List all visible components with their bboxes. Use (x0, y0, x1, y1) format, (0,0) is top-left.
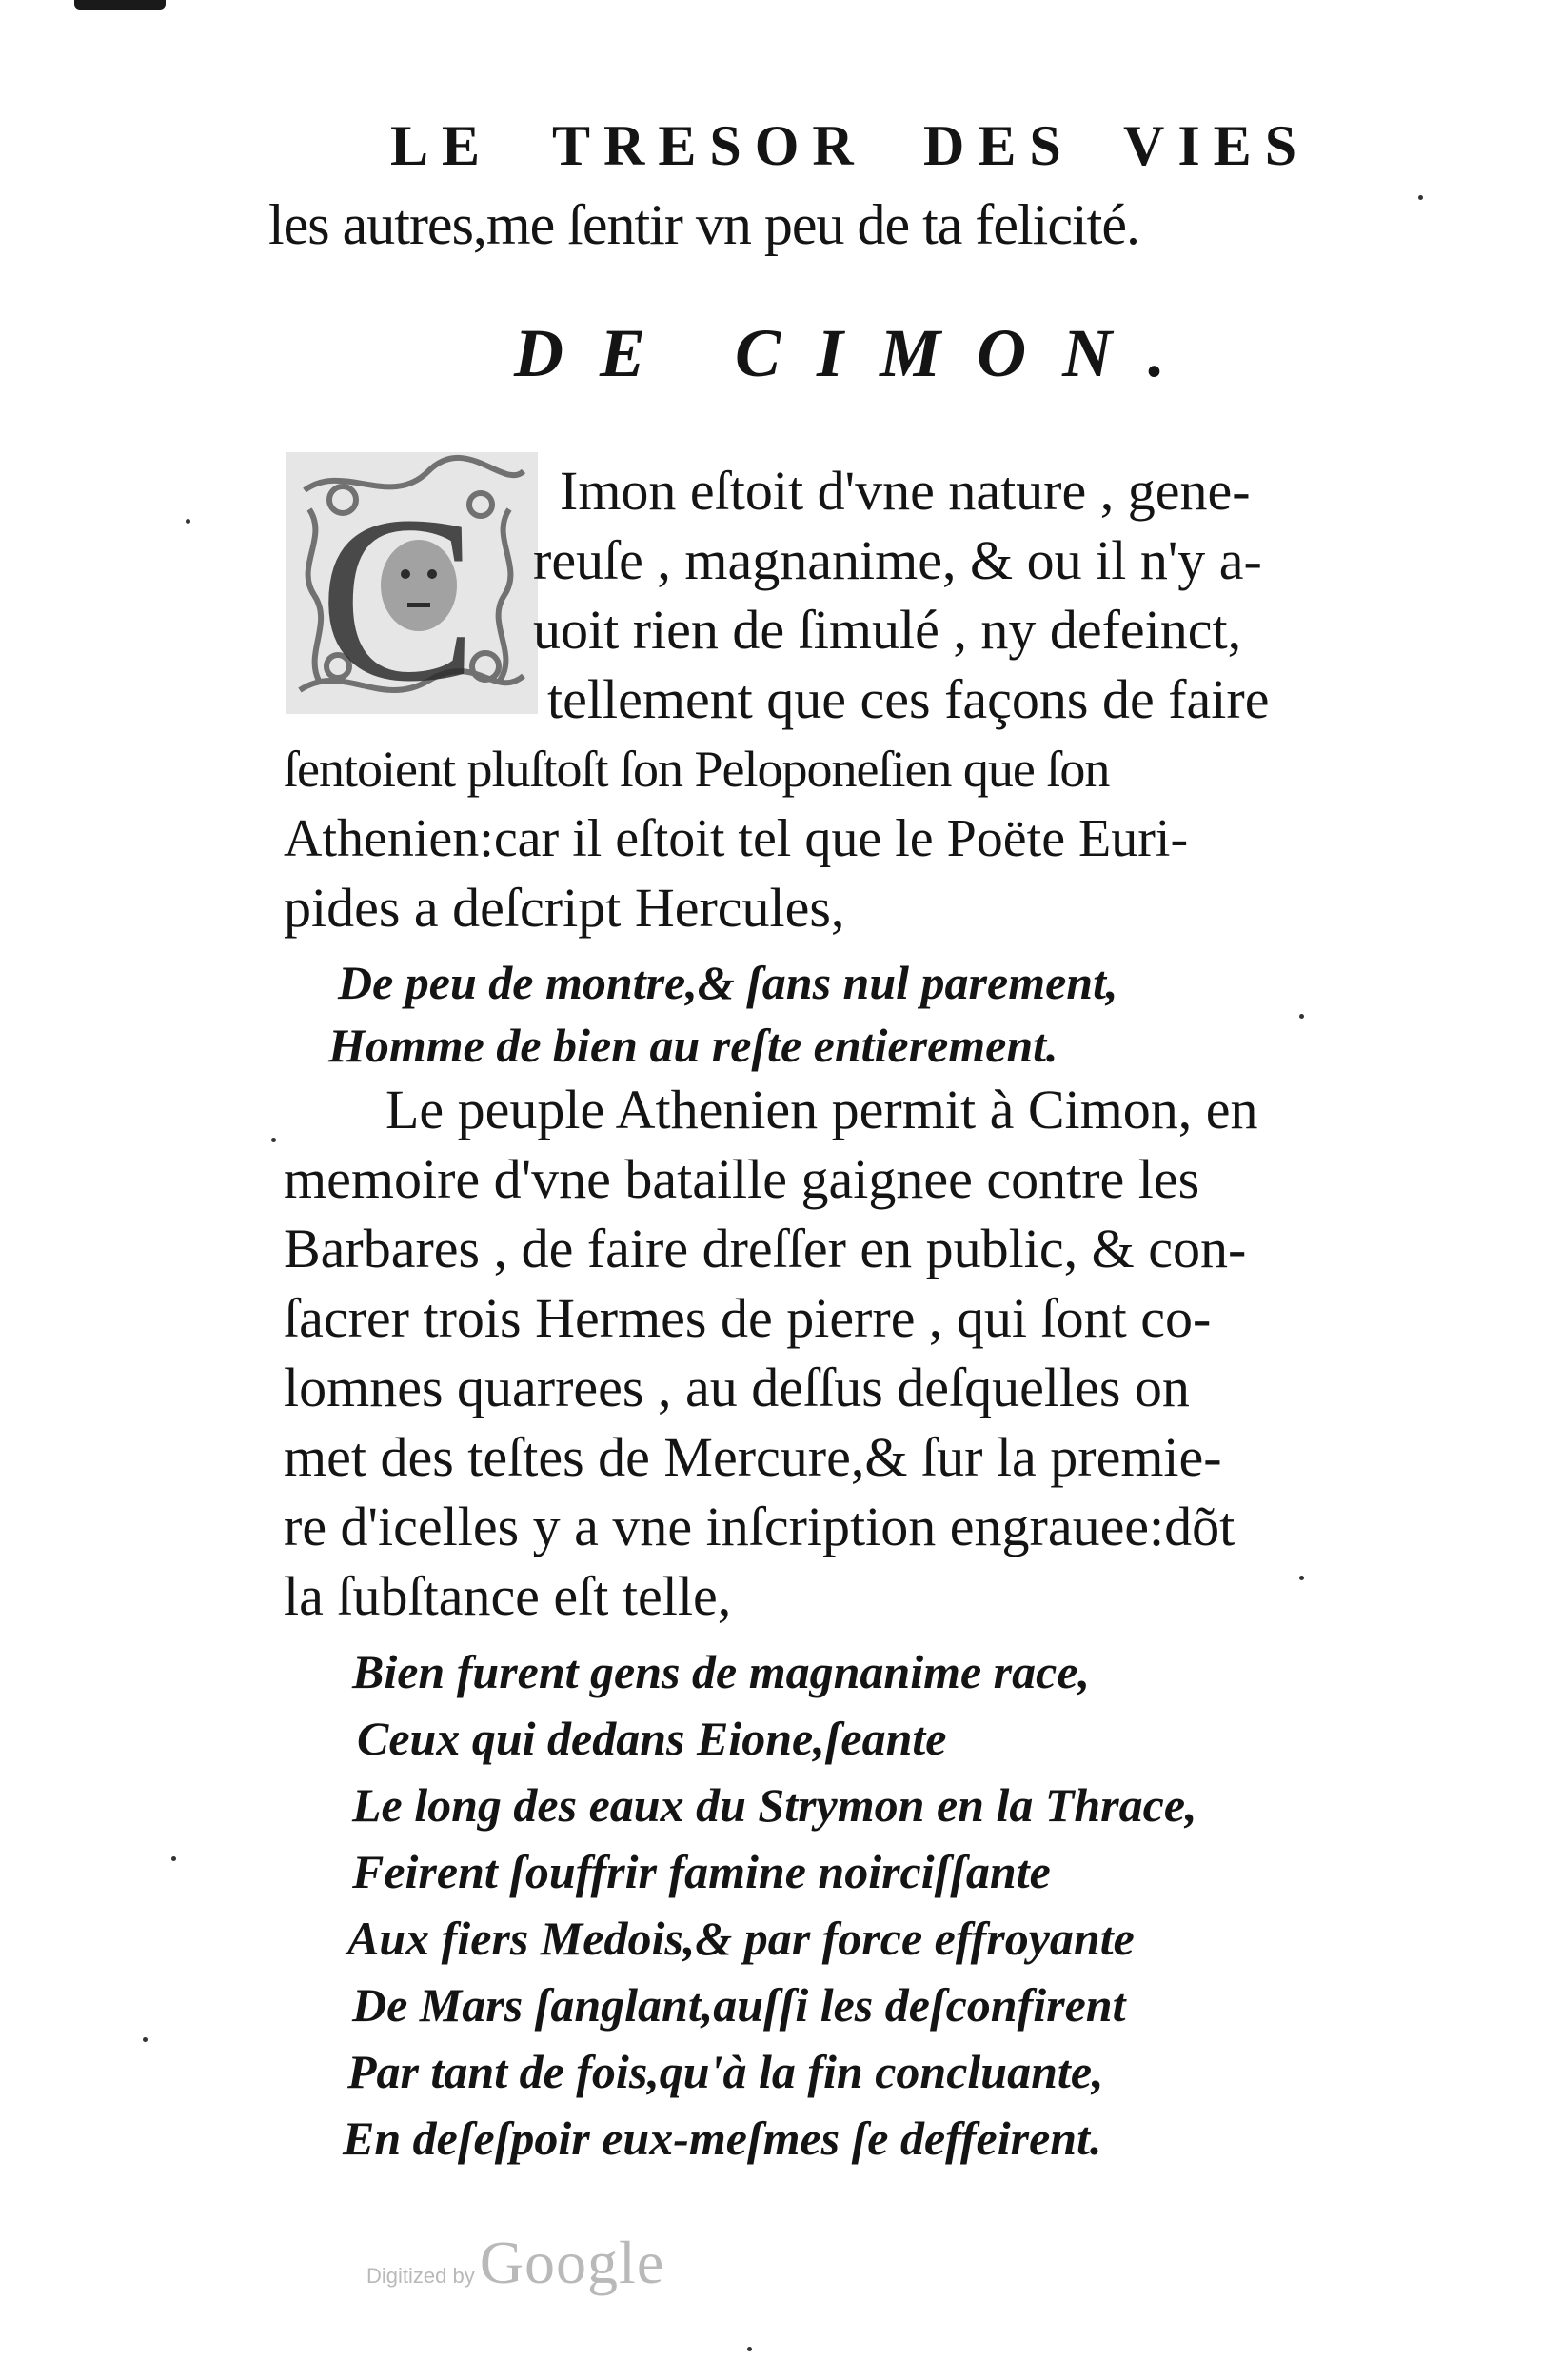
paragraph-line: ſacrer trois Hermes de pierre , qui ſont co- (284, 1287, 1212, 1349)
watermark-brand: Google (479, 2229, 665, 2296)
running-head-word: DES (923, 114, 1075, 177)
scan-speck (1299, 1576, 1304, 1580)
paragraph-line: ſentoient pluſtoſt ſon Peloponeſien que ſon (284, 741, 1110, 798)
section-title: DE CIMON. (514, 315, 1202, 391)
paragraph-line: met des teſtes de Mercure,& ſur la premie- (284, 1426, 1222, 1488)
verse-line: Par tant de fois,qu'à la fin concluante, (347, 2045, 1104, 2098)
scan-speck (1418, 195, 1423, 200)
verse-line: Homme de bien au reſte entierement. (328, 1019, 1058, 1072)
paragraph-line: Barbares , de faire dreſſer en public, & con- (284, 1218, 1247, 1279)
running-head-word: TRESOR (552, 114, 867, 177)
verse-line: Ceux qui dedans Eione,ſeante (357, 1712, 947, 1765)
top-line: les autres,me ſentir vn peu de ta felicité. (268, 193, 1139, 256)
scan-speck (747, 2347, 752, 2351)
scan-speck (143, 2037, 148, 2042)
verse-line: De peu de montre,& ſans nul parement, (338, 956, 1118, 1009)
verse-line: Aux fiers Medois,& par force effroyante (347, 1912, 1135, 1965)
scan-speck (1299, 1014, 1304, 1019)
paragraph-line: memoire d'vne bataille gaignee contre les (284, 1148, 1200, 1210)
paragraph-line: tellement que ces façons de faire (547, 668, 1270, 730)
verse-line: De Mars ſanglant,auſſi les deſconfirent (352, 1978, 1126, 2032)
paragraph-line: Athenien:car il eſtoit tel que le Poëte Euri- (284, 809, 1189, 868)
drop-cap-letter: C (319, 467, 478, 714)
paragraph-line: reuſe , magnanime, & ou il n'y a- (533, 529, 1262, 591)
running-head-word: VIES (1123, 114, 1311, 177)
verse-line: Feirent ſouffrir famine noirciſſante (352, 1845, 1051, 1898)
paragraph-line: Imon eſtoit d'vne nature , gene- (560, 460, 1251, 522)
ornamental-initial-icon (286, 452, 538, 714)
watermark-prefix: Digitized by (366, 2264, 475, 2288)
paragraph-line: pides a deſcript Hercules, (284, 877, 845, 939)
paragraph-line: lomnes quarrees , au deſſus deſquelles on (284, 1357, 1190, 1418)
paragraph-line: Le peuple Athenien permit à Cimon, en (386, 1079, 1258, 1140)
scan-speck (271, 1138, 276, 1142)
scan-speck (186, 519, 190, 524)
running-head-word: LE (390, 114, 494, 177)
scan-edge-mark (74, 0, 166, 10)
ornamental-initial (286, 452, 538, 714)
paragraph-line: la ſubſtance eſt telle, (284, 1565, 732, 1627)
paragraph-line: re d'icelles y a vne inſcription engrauee:dõt (284, 1496, 1236, 1557)
paragraph-line: uoit rien de ſimulé , ny defeinct, (533, 599, 1242, 661)
verse-line: Bien furent gens de magnanime race, (352, 1645, 1091, 1698)
verse-line: En deſeſpoir eux-meſmes ſe deffeirent. (343, 2112, 1102, 2165)
digitization-watermark (366, 2228, 664, 2298)
verse-line: Le long des eaux du Strymon en la Thrace, (352, 1778, 1197, 1832)
scan-speck (171, 1856, 176, 1861)
